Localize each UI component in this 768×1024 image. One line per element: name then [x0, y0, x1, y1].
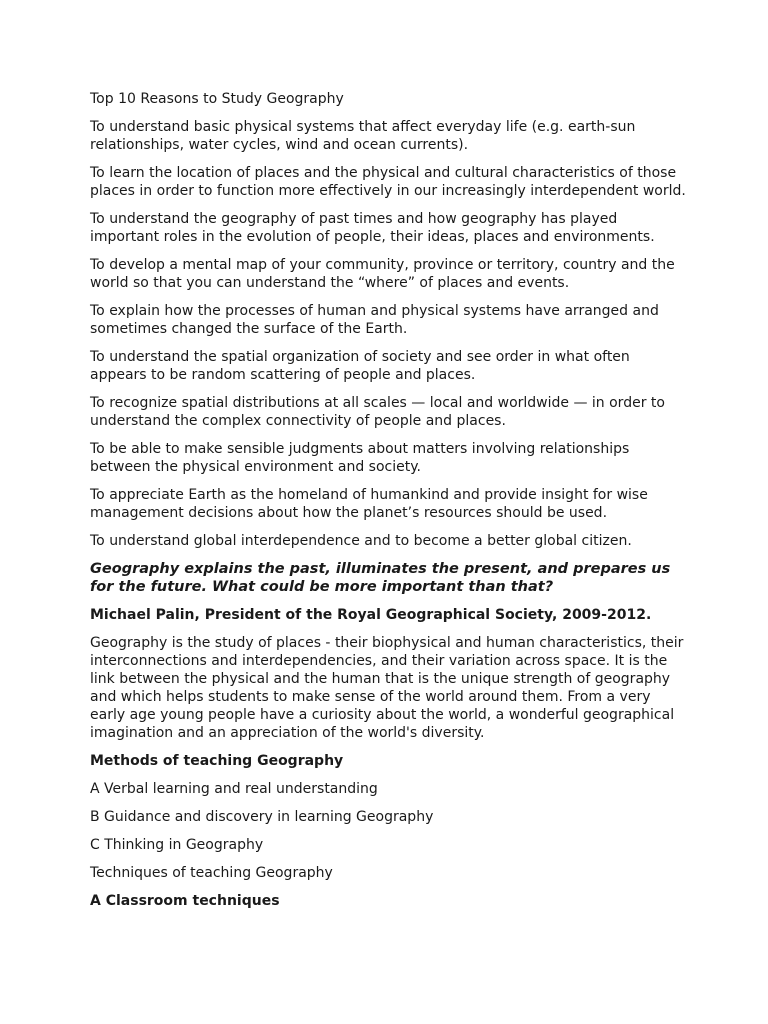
reason-paragraph: To explain how the processes of human and physical systems have arranged and sometimes changed the surface of the Earth.	[90, 303, 659, 337]
classroom-techniques-heading: A Classroom techniques	[90, 893, 280, 909]
methods-heading: Methods of teaching Geography	[90, 753, 344, 769]
reason-paragraph: To learn the location of places and the physical and cultural characteristics of those places in order to function more effectively in our increasingly interdependent world.	[90, 165, 686, 199]
reason-paragraph: To develop a mental map of your community, province or territory, country and the world so that you can understand the “where” of places and events.	[90, 257, 675, 291]
geography-quote: Geography explains the past, illuminates the present, and prepares us for the future. What could be more important than that?	[90, 561, 671, 595]
method-item: C Thinking in Geography	[90, 837, 264, 853]
reason-paragraph: To be able to make sensible judgments about matters involving relationships between the physical environment and society.	[90, 441, 630, 475]
reason-paragraph: To understand the geography of past times and how geography has played important roles in the evolution of people, their ideas, places and environments.	[90, 211, 655, 245]
document-title: Top 10 Reasons to Study Geography	[90, 91, 344, 107]
reason-paragraph: To recognize spatial distributions at all scales — local and worldwide — in order to understand the complex connectivity of people and places.	[90, 395, 665, 429]
geography-definition: Geography is the study of places - their biophysical and human characteristics, their interconnections and interdependencies, and their variation across space. It is the link between the physical and the human that is the unique strength of geography and which helps students to make sense of the world around them. From a very early age young people have a curiosity about the world, a wonderful geographical imagination and an appreciation of the world's diversity.	[90, 635, 684, 741]
techniques-line: Techniques of teaching Geography	[90, 865, 333, 881]
method-item: A Verbal learning and real understanding	[90, 781, 378, 797]
quote-attribution: Michael Palin, President of the Royal Geographical Society, 2009-2012.	[90, 607, 652, 623]
reason-paragraph: To understand basic physical systems that affect everyday life (e.g. earth-sun relationships, water cycles, wind and ocean currents).	[90, 119, 636, 153]
reason-paragraph: To appreciate Earth as the homeland of humankind and provide insight for wise management decisions about how the planet’s resources should be used.	[90, 487, 648, 521]
document-page	[90, 90, 690, 920]
method-item: B Guidance and discovery in learning Geography	[90, 809, 434, 825]
reason-paragraph: To understand global interdependence and to become a better global citizen.	[90, 533, 632, 549]
reason-paragraph: To understand the spatial organization of society and see order in what often appears to be random scattering of people and places.	[90, 349, 630, 383]
